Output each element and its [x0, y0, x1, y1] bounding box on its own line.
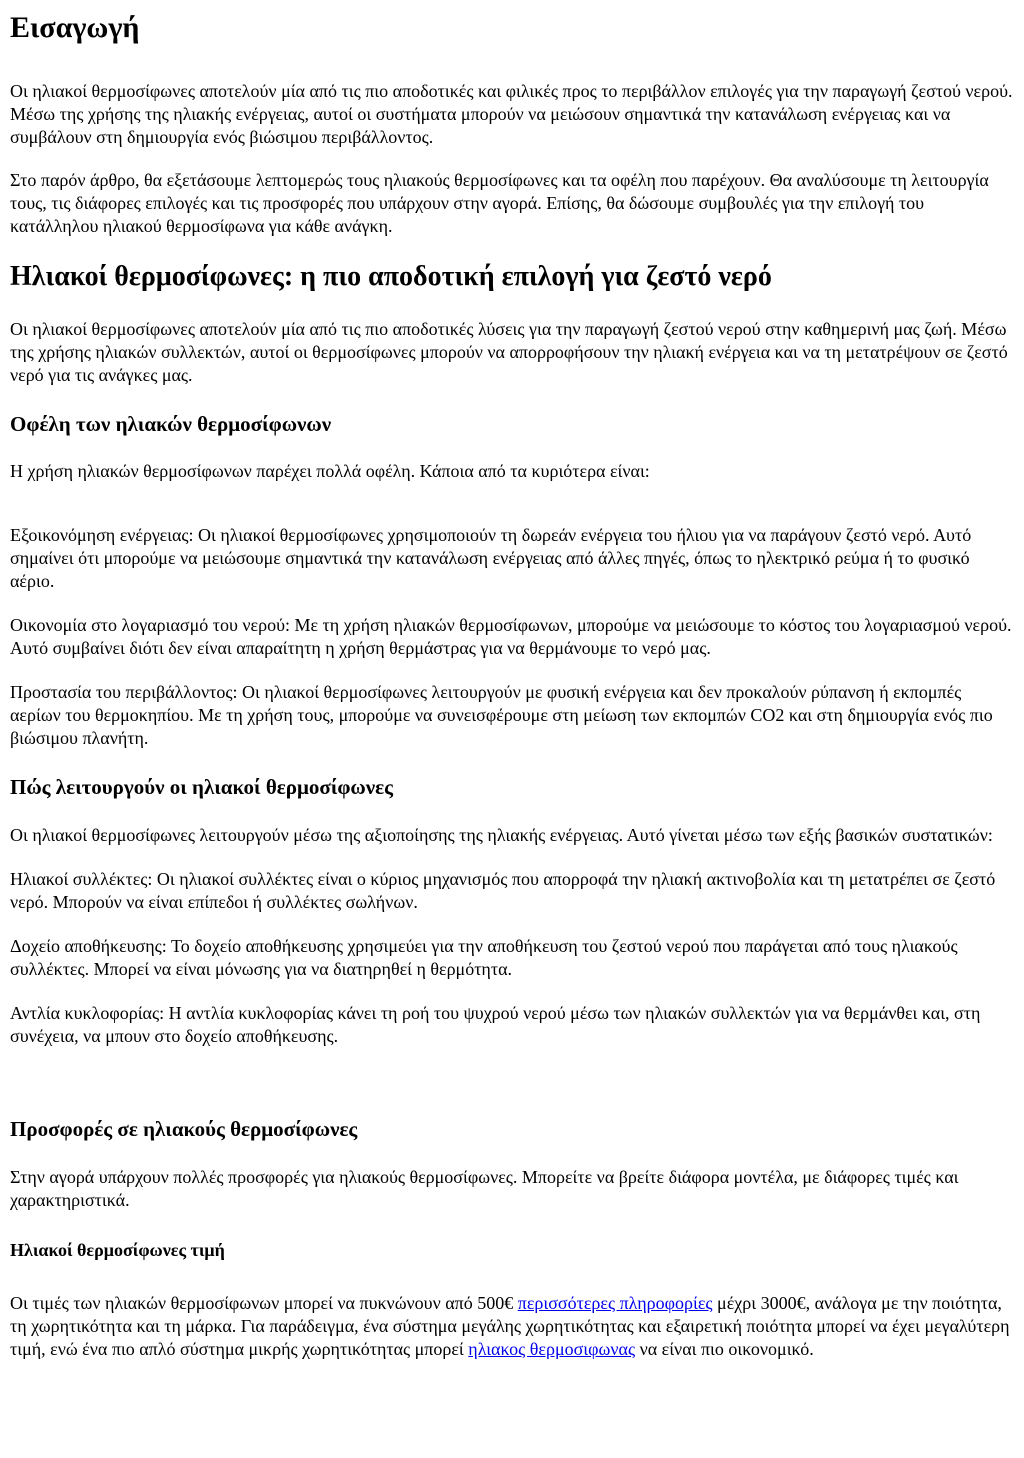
efficient-paragraph: Οι ηλιακοί θερμοσίφωνες αποτελούν μία από τις πιο αποδοτικές λύσεις για την παραγωγή ζεστού νερού στην καθημερινή μας ζωή. Μέσω της χρήσης ηλιακών συλλεκτών, αυτοί οι θερμοσίφωνες μπορούν να απορροφήσουν την ηλιακή ενέργεια και να τη μετατρέψουν σε ζεστό νερό για τις ανάγκες μας. [10, 319, 1008, 385]
component-item: Αντλία κυκλοφορίας: Η αντλία κυκλοφορίας κάνει τη ροή του ψυχρού νερού μέσω των ηλιακών συλλεκτών για να θερμάνθει και, στη συνέχεια, να μπουν στο δοχείο αποθήκευσης. [10, 1003, 981, 1046]
benefit-item: Εξοικονόμηση ενέργειας: Οι ηλιακοί θερμοσίφωνες χρησιμοποιούν τη δωρεάν ενέργεια του ήλιου για να παράγουν ζεστό νερό. Αυτό σημαίνει ότι μπορούμε να μειώσουμε σημαντικά την κατανάλωση ενέργειας από άλλες πηγές, όπως το ηλεκτρικό ρεύμα ή το φυσικό αέριο. [10, 525, 972, 591]
intro-paragraph-2: Στο παρόν άρθρο, θα εξετάσουμε λεπτομερώς τους ηλιακούς θερμοσίφωνες και τα οφέλη που παρέχουν. Θα αναλύσουμε τη λειτουργία τους, τις διάφορες επιλογές και τις προσφορές που υπάρχουν στην αγορά. Επίσης, θα δώσουμε συμβουλές για την επιλογή του κατάλληλου ηλιακού θερμοσίφωνα για κάθε ανάγκη. [10, 170, 989, 236]
how-intro: Οι ηλιακοί θερμοσίφωνες λειτουργούν μέσω της αξιοποίησης της ηλιακής ενέργειας. Αυτό γίνεται μέσω των εξής βασικών συστατικών: [10, 825, 993, 845]
price-heading: Ηλιακοί θερμοσίφωνες τιμή [10, 1240, 225, 1260]
solar-heater-link[interactable]: ηλιακος θερμοσιφωνας [468, 1339, 636, 1359]
benefits-heading: Οφέλη των ηλιακών θερμοσίφωνων [10, 412, 332, 436]
document-page [0, 10, 1024, 1361]
efficient-heading: Ηλιακοί θερμοσίφωνες: η πιο αποδοτική επιλογή για ζεστό νερό [10, 261, 772, 292]
how-heading: Πώς λειτουργούν οι ηλιακοί θερμοσίφωνες [10, 775, 393, 799]
price-text-2: μέχρι 3000€, ανάλογα με την ποιότητα, τη χωρητικότητα και τη μάρκα. Για παράδειγμα, ένα σύστημα μεγάλης χωρητικότητας και εξαιρετική ποιότητα μπορεί να έχει μεγαλύτερη τιμή, ενώ ένα πιο απλό σύστημα μικρής χωρητικότητας μπορεί [10, 1293, 1010, 1359]
price-text-1: Οι τιμές των ηλιακών θερμοσίφωνων μπορεί να πυκνώνουν από 500€ [10, 1293, 518, 1313]
benefits-intro: Η χρήση ηλιακών θερμοσίφωνων παρέχει πολλά οφέλη. Κάποια από τα κυριότερα είναι: [10, 461, 650, 481]
component-item: Ηλιακοί συλλέκτες: Οι ηλιακοί συλλέκτες είναι ο κύριος μηχανισμός που απορροφά την ηλιακή ακτινοβολία και τη μετατρέπει σε ζεστό νερό. Μπορούν να είναι επίπεδοι ή συλλέκτες σωλήνων. [10, 869, 996, 912]
benefit-item: Προστασία του περιβάλλοντος: Οι ηλιακοί θερμοσίφωνες λειτουργούν με φυσική ενέργεια και δεν προκαλούν ρύπανση ή εκπομπές αερίων του θερμοκηπίου. Με τη χρήση τους, μπορούμε να συνεισφέρουμε στη μείωση των εκπομπών CO2 και στη δημιουργία ενός πιο βιώσιμου πλανήτη. [10, 682, 993, 748]
intro-heading: Εισαγωγή [10, 11, 140, 44]
benefit-item: Οικονομία στο λογαριασμό του νερού: Με τη χρήση ηλιακών θερμοσίφωνων, μπορούμε να μειώσουμε το κόστος του λογαριασμού νερού. Αυτό συμβαίνει διότι δεν είναι απαραίτητη η χρήση θερμάστρας για να θερμάνουμε το νερό μας. [10, 615, 1012, 658]
more-info-link[interactable]: περισσότερες πληροφορίες [517, 1293, 713, 1313]
price-paragraph [10, 1292, 1014, 1361]
intro-paragraph-1: Οι ηλιακοί θερμοσίφωνες αποτελούν μία από τις πιο αποδοτικές και φιλικές προς το περιβάλλον επιλογές για την παραγωγή ζεστού νερού. Μέσω της χρήσης της ηλιακής ενέργειας, αυτοί οι συστήματα μπορούν να μειώσουν σημαντικά την κατανάλωση ενέργειας και να συμβάλουν στη δημιουργία ενός βιώσιμου περιβάλλοντος. [10, 81, 1013, 147]
offers-paragraph: Στην αγορά υπάρχουν πολλές προσφορές για ηλιακούς θερμοσίφωνες. Μπορείτε να βρείτε διάφορα μοντέλα, με διάφορες τιμές και χαρακτηριστικά. [10, 1167, 959, 1210]
price-text-3: να είναι πιο οικονομικό. [635, 1339, 814, 1359]
component-item: Δοχείο αποθήκευσης: Το δοχείο αποθήκευσης χρησιμεύει για την αποθήκευση του ζεστού νερού που παράγεται από τους ηλιακούς συλλέκτες. Μπορεί να είναι μόνωσης για να διατηρηθεί η θερμότητα. [10, 936, 958, 979]
offers-heading: Προσφορές σε ηλιακούς θερμοσίφωνες [10, 1117, 358, 1141]
